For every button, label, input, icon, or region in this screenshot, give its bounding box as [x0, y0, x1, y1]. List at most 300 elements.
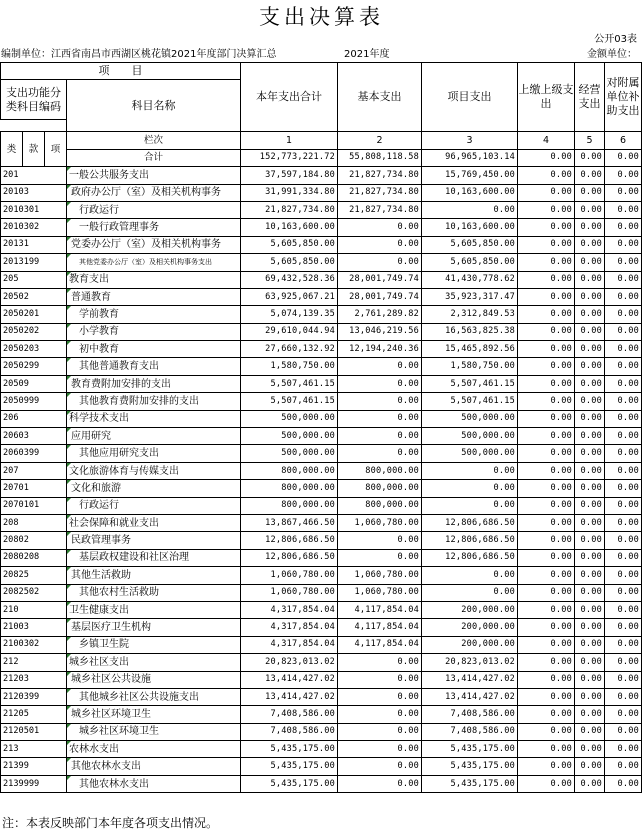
row-code: 21205 — [1, 706, 67, 723]
row-project: 12,806,686.50 — [422, 514, 518, 531]
table-row — [1, 184, 642, 201]
row-basic: 0.00 — [338, 428, 422, 445]
row-business: 0.00 — [575, 236, 605, 253]
row-basic: 0.00 — [338, 254, 422, 271]
row-project: 5,605,850.00 — [422, 236, 518, 253]
row-basic: 0.00 — [338, 758, 422, 775]
row-project: 15,769,450.00 — [422, 167, 518, 184]
row-upper: 0.00 — [518, 462, 575, 479]
row-business: 0.00 — [575, 341, 605, 358]
row-code: 2060399 — [1, 445, 67, 462]
table-row — [1, 671, 642, 688]
row-total: 12,806,686.50 — [241, 532, 338, 549]
row-basic: 21,827,734.80 — [338, 201, 422, 218]
row-basic: 0.00 — [338, 393, 422, 410]
row-code: 20825 — [1, 567, 67, 584]
row-upper: 0.00 — [518, 567, 575, 584]
total-row-subsidy: 0.00 — [605, 149, 642, 166]
row-upper: 0.00 — [518, 358, 575, 375]
table-row — [1, 271, 642, 288]
row-basic: 0.00 — [338, 375, 422, 392]
row-code: 20603 — [1, 428, 67, 445]
table-row — [1, 741, 642, 758]
table-row — [1, 358, 642, 375]
row-name: 农林水支出 — [67, 741, 241, 758]
row-subsidy: 0.00 — [605, 636, 642, 653]
row-name: 教育费附加安排的支出 — [67, 375, 241, 392]
row-project: 200,000.00 — [422, 601, 518, 618]
row-basic: 800,000.00 — [338, 497, 422, 514]
row-basic: 0.00 — [338, 532, 422, 549]
row-total: 13,414,427.02 — [241, 688, 338, 705]
table-row — [1, 254, 642, 271]
row-project: 200,000.00 — [422, 636, 518, 653]
table-row — [1, 688, 642, 705]
row-upper: 0.00 — [518, 741, 575, 758]
table-row — [1, 219, 642, 236]
col-number: 1 — [241, 132, 338, 149]
row-name: 文化和旅游 — [67, 480, 241, 497]
data-rows — [1, 167, 642, 793]
row-basic: 1,060,780.00 — [338, 567, 422, 584]
row-basic: 28,001,749.74 — [338, 271, 422, 288]
row-name: 其他农林水支出 — [67, 758, 241, 775]
row-subsidy: 0.00 — [605, 254, 642, 271]
row-business: 0.00 — [575, 654, 605, 671]
row-basic: 4,117,854.04 — [338, 601, 422, 618]
organization-label: 编制单位：江西省南昌市西湖区桃花镇2021年度部门决算汇总 — [1, 49, 277, 60]
row-business: 0.00 — [575, 671, 605, 688]
row-upper: 0.00 — [518, 236, 575, 253]
row-code: 2010301 — [1, 201, 67, 218]
row-name: 城乡社区环境卫生 — [67, 706, 241, 723]
total-header: 本年支出合计 — [241, 63, 338, 132]
row-project: 500,000.00 — [422, 445, 518, 462]
row-total: 500,000.00 — [241, 410, 338, 427]
table-row — [1, 236, 642, 253]
row-subsidy: 0.00 — [605, 758, 642, 775]
row-project: 1,580,750.00 — [422, 358, 518, 375]
row-subsidy: 0.00 — [605, 167, 642, 184]
row-business: 0.00 — [575, 271, 605, 288]
row-total: 5,074,139.35 — [241, 306, 338, 323]
row-code: 2082502 — [1, 584, 67, 601]
row-upper: 0.00 — [518, 323, 575, 340]
row-business: 0.00 — [575, 497, 605, 514]
row-business: 0.00 — [575, 514, 605, 531]
row-subsidy: 0.00 — [605, 428, 642, 445]
row-total: 1,580,750.00 — [241, 358, 338, 375]
row-business: 0.00 — [575, 201, 605, 218]
row-upper: 0.00 — [518, 775, 575, 792]
row-basic: 0.00 — [338, 549, 422, 566]
row-business: 0.00 — [575, 584, 605, 601]
row-basic: 1,060,780.00 — [338, 584, 422, 601]
row-code: 20802 — [1, 532, 67, 549]
row-code: 210 — [1, 601, 67, 618]
row-project: 5,435,175.00 — [422, 775, 518, 792]
row-upper: 0.00 — [518, 636, 575, 653]
row-total: 31,991,334.80 — [241, 184, 338, 201]
subsidy-header: 对附属单位补助支出 — [605, 63, 642, 132]
row-basic: 28,001,749.74 — [338, 288, 422, 305]
total-row-basic: 55,808,118.58 — [338, 149, 422, 166]
table-row — [1, 497, 642, 514]
row-total: 800,000.00 — [241, 480, 338, 497]
row-upper: 0.00 — [518, 758, 575, 775]
row-name: 其他农林水支出 — [67, 775, 241, 792]
table-row — [1, 428, 642, 445]
row-project: 35,923,317.47 — [422, 288, 518, 305]
row-upper: 0.00 — [518, 514, 575, 531]
table-row — [1, 323, 642, 340]
row-subsidy: 0.00 — [605, 549, 642, 566]
row-basic: 0.00 — [338, 671, 422, 688]
row-subsidy: 0.00 — [605, 671, 642, 688]
table-row — [1, 201, 642, 218]
row-subsidy: 0.00 — [605, 619, 642, 636]
table-row — [1, 706, 642, 723]
row-subsidy: 0.00 — [605, 723, 642, 740]
col-number: 4 — [518, 132, 575, 149]
row-name: 城乡社区支出 — [67, 654, 241, 671]
total-row — [1, 149, 642, 166]
table-row — [1, 619, 642, 636]
name-header: 科目名称 — [67, 80, 241, 132]
row-upper: 0.00 — [518, 254, 575, 271]
row-code: 20509 — [1, 375, 67, 392]
row-upper: 0.00 — [518, 601, 575, 618]
table-row — [1, 445, 642, 462]
row-basic: 2,761,289.82 — [338, 306, 422, 323]
row-business: 0.00 — [575, 428, 605, 445]
table-row — [1, 514, 642, 531]
table-row — [1, 723, 642, 740]
row-upper: 0.00 — [518, 584, 575, 601]
row-business: 0.00 — [575, 601, 605, 618]
row-upper: 0.00 — [518, 671, 575, 688]
row-subsidy: 0.00 — [605, 184, 642, 201]
fiscal-year-label: 2021年度 — [344, 49, 390, 60]
row-code: 21203 — [1, 671, 67, 688]
col-number: 2 — [338, 132, 422, 149]
row-project: 5,435,175.00 — [422, 741, 518, 758]
row-project: 0.00 — [422, 497, 518, 514]
row-upper: 0.00 — [518, 375, 575, 392]
row-upper: 0.00 — [518, 410, 575, 427]
row-upper: 0.00 — [518, 480, 575, 497]
row-project: 7,408,586.00 — [422, 706, 518, 723]
row-basic: 21,827,734.80 — [338, 184, 422, 201]
row-name: 其他生活救助 — [67, 567, 241, 584]
row-basic: 0.00 — [338, 741, 422, 758]
row-basic: 0.00 — [338, 410, 422, 427]
row-basic: 0.00 — [338, 236, 422, 253]
row-project: 0.00 — [422, 462, 518, 479]
row-name: 党委办公厅（室）及相关机构事务 — [67, 236, 241, 253]
row-basic: 0.00 — [338, 723, 422, 740]
row-business: 0.00 — [575, 445, 605, 462]
table-row — [1, 636, 642, 653]
row-name: 其他城乡社区公共设施支出 — [67, 688, 241, 705]
row-business: 0.00 — [575, 254, 605, 271]
row-basic: 12,194,240.36 — [338, 341, 422, 358]
row-total: 4,317,854.04 — [241, 601, 338, 618]
table-row — [1, 654, 642, 671]
row-basic: 0.00 — [338, 445, 422, 462]
row-total: 13,414,427.02 — [241, 671, 338, 688]
row-code: 201 — [1, 167, 67, 184]
row-total: 800,000.00 — [241, 497, 338, 514]
row-total: 10,163,600.00 — [241, 219, 338, 236]
row-total: 5,605,850.00 — [241, 254, 338, 271]
header-info-line — [0, 48, 643, 62]
row-subsidy: 0.00 — [605, 654, 642, 671]
row-code: 2013199 — [1, 254, 67, 271]
row-total: 500,000.00 — [241, 445, 338, 462]
row-code: 2120501 — [1, 723, 67, 740]
row-code: 208 — [1, 514, 67, 531]
row-subsidy: 0.00 — [605, 532, 642, 549]
row-total: 800,000.00 — [241, 462, 338, 479]
row-subsidy: 0.00 — [605, 706, 642, 723]
row-project: 12,806,686.50 — [422, 532, 518, 549]
table-row — [1, 775, 642, 792]
row-basic: 21,827,734.80 — [338, 167, 422, 184]
row-subsidy: 0.00 — [605, 323, 642, 340]
row-project: 7,408,586.00 — [422, 723, 518, 740]
row-subsidy: 0.00 — [605, 567, 642, 584]
total-row-business: 0.00 — [575, 149, 605, 166]
basic-header: 基本支出 — [338, 63, 422, 132]
table-row — [1, 532, 642, 549]
row-total: 5,435,175.00 — [241, 758, 338, 775]
row-basic: 0.00 — [338, 706, 422, 723]
row-code: 2050201 — [1, 306, 67, 323]
row-project: 2,312,849.53 — [422, 306, 518, 323]
row-code: 2080208 — [1, 549, 67, 566]
row-basic: 1,060,780.00 — [338, 514, 422, 531]
row-name: 初中教育 — [67, 341, 241, 358]
business-header: 经营支出 — [575, 63, 605, 132]
row-total: 5,507,461.15 — [241, 393, 338, 410]
row-subsidy: 0.00 — [605, 341, 642, 358]
row-upper: 0.00 — [518, 167, 575, 184]
row-project: 200,000.00 — [422, 619, 518, 636]
row-business: 0.00 — [575, 532, 605, 549]
row-business: 0.00 — [575, 219, 605, 236]
page-title: 支出决算表 — [259, 5, 384, 29]
row-subsidy: 0.00 — [605, 601, 642, 618]
row-name: 学前教育 — [67, 306, 241, 323]
row-subsidy: 0.00 — [605, 688, 642, 705]
row-code: 212 — [1, 654, 67, 671]
row-code: 20701 — [1, 480, 67, 497]
kuan-header: 款 — [23, 132, 45, 167]
row-name: 政府办公厅（室）及相关机构事务 — [67, 184, 241, 201]
row-code: 21003 — [1, 619, 67, 636]
row-business: 0.00 — [575, 758, 605, 775]
row-project: 10,163,600.00 — [422, 184, 518, 201]
row-name: 社会保障和就业支出 — [67, 514, 241, 531]
row-total: 7,408,586.00 — [241, 706, 338, 723]
table-row — [1, 167, 642, 184]
row-upper: 0.00 — [518, 306, 575, 323]
row-name: 其他普通教育支出 — [67, 358, 241, 375]
row-name: 其他党委办公厅（室）及相关机构事务支出 — [67, 254, 241, 271]
row-subsidy: 0.00 — [605, 514, 642, 531]
row-basic: 800,000.00 — [338, 462, 422, 479]
row-basic: 800,000.00 — [338, 480, 422, 497]
row-business: 0.00 — [575, 358, 605, 375]
row-total: 4,317,854.04 — [241, 619, 338, 636]
row-basic: 0.00 — [338, 219, 422, 236]
row-project: 5,507,461.15 — [422, 375, 518, 392]
row-business: 0.00 — [575, 723, 605, 740]
lei-header: 类 — [1, 132, 23, 167]
row-code: 20103 — [1, 184, 67, 201]
row-code: 20131 — [1, 236, 67, 253]
expenditure-table — [0, 62, 642, 793]
row-name: 民政管理事务 — [67, 532, 241, 549]
row-project: 20,823,013.02 — [422, 654, 518, 671]
row-project: 15,465,892.56 — [422, 341, 518, 358]
table-row — [1, 601, 642, 618]
row-subsidy: 0.00 — [605, 497, 642, 514]
row-code: 2120399 — [1, 688, 67, 705]
row-project: 500,000.00 — [422, 410, 518, 427]
row-code: 206 — [1, 410, 67, 427]
row-code: 2050999 — [1, 393, 67, 410]
table-row — [1, 462, 642, 479]
row-business: 0.00 — [575, 288, 605, 305]
table-row — [1, 288, 642, 305]
row-name: 城乡社区环境卫生 — [67, 723, 241, 740]
row-upper: 0.00 — [518, 619, 575, 636]
project-header: 项目支出 — [422, 63, 518, 132]
row-upper: 0.00 — [518, 271, 575, 288]
row-upper: 0.00 — [518, 497, 575, 514]
row-name: 文化旅游体育与传媒支出 — [67, 462, 241, 479]
row-subsidy: 0.00 — [605, 201, 642, 218]
xiang-header: 项 — [45, 132, 67, 167]
item-header: 项 目 — [1, 63, 241, 80]
row-code: 2139999 — [1, 775, 67, 792]
row-subsidy: 0.00 — [605, 236, 642, 253]
row-subsidy: 0.00 — [605, 306, 642, 323]
row-code: 2050203 — [1, 341, 67, 358]
row-total: 13,867,466.50 — [241, 514, 338, 531]
row-name: 普通教育 — [67, 288, 241, 305]
row-upper: 0.00 — [518, 549, 575, 566]
row-subsidy: 0.00 — [605, 741, 642, 758]
row-business: 0.00 — [575, 688, 605, 705]
row-project: 500,000.00 — [422, 428, 518, 445]
row-total: 63,925,067.21 — [241, 288, 338, 305]
row-project: 13,414,427.02 — [422, 688, 518, 705]
row-total: 37,597,184.80 — [241, 167, 338, 184]
row-business: 0.00 — [575, 567, 605, 584]
row-code: 2070101 — [1, 497, 67, 514]
row-name: 一般行政管理事务 — [67, 219, 241, 236]
row-total: 4,317,854.04 — [241, 636, 338, 653]
row-name: 卫生健康支出 — [67, 601, 241, 618]
table-row — [1, 549, 642, 566]
row-subsidy: 0.00 — [605, 462, 642, 479]
row-total: 21,827,734.80 — [241, 201, 338, 218]
row-business: 0.00 — [575, 184, 605, 201]
row-name: 一般公共服务支出 — [67, 167, 241, 184]
row-total: 1,060,780.00 — [241, 584, 338, 601]
row-name: 基层医疗卫生机构 — [67, 619, 241, 636]
row-subsidy: 0.00 — [605, 445, 642, 462]
row-upper: 0.00 — [518, 706, 575, 723]
row-business: 0.00 — [575, 480, 605, 497]
row-basic: 13,046,219.56 — [338, 323, 422, 340]
lanci-label: 栏次 — [67, 132, 241, 149]
row-total: 5,605,850.00 — [241, 236, 338, 253]
row-subsidy: 0.00 — [605, 775, 642, 792]
row-code: 213 — [1, 741, 67, 758]
row-subsidy: 0.00 — [605, 480, 642, 497]
row-project: 0.00 — [422, 584, 518, 601]
row-name: 其他应用研究支出 — [67, 445, 241, 462]
row-upper: 0.00 — [518, 445, 575, 462]
row-total: 20,823,013.02 — [241, 654, 338, 671]
col-number: 3 — [422, 132, 518, 149]
row-business: 0.00 — [575, 393, 605, 410]
row-business: 0.00 — [575, 636, 605, 653]
row-upper: 0.00 — [518, 288, 575, 305]
row-upper: 0.00 — [518, 654, 575, 671]
total-row-project: 96,965,103.14 — [422, 149, 518, 166]
row-name: 其他教育费附加安排的支出 — [67, 393, 241, 410]
row-total: 5,435,175.00 — [241, 741, 338, 758]
col-number: 5 — [575, 132, 605, 149]
row-name: 其他农村生活救助 — [67, 584, 241, 601]
row-business: 0.00 — [575, 375, 605, 392]
form-number: 公开03表 — [594, 34, 637, 45]
table-row — [1, 393, 642, 410]
row-project: 5,507,461.15 — [422, 393, 518, 410]
row-name: 教育支出 — [67, 271, 241, 288]
row-upper: 0.00 — [518, 219, 575, 236]
row-basic: 4,117,854.04 — [338, 619, 422, 636]
total-row-label: 合计 — [67, 149, 241, 166]
row-project: 5,435,175.00 — [422, 758, 518, 775]
table-row — [1, 480, 642, 497]
row-business: 0.00 — [575, 410, 605, 427]
row-name: 行政运行 — [67, 201, 241, 218]
row-code: 2100302 — [1, 636, 67, 653]
row-upper: 0.00 — [518, 428, 575, 445]
row-subsidy: 0.00 — [605, 288, 642, 305]
row-basic: 0.00 — [338, 775, 422, 792]
row-business: 0.00 — [575, 775, 605, 792]
row-name: 基层政权建设和社区治理 — [67, 549, 241, 566]
row-total: 5,507,461.15 — [241, 375, 338, 392]
row-project: 0.00 — [422, 480, 518, 497]
footnote: 注：本表反映部门本年度各项支出情况。 — [2, 816, 219, 830]
row-basic: 0.00 — [338, 358, 422, 375]
row-subsidy: 0.00 — [605, 375, 642, 392]
table-row — [1, 584, 642, 601]
row-project: 12,806,686.50 — [422, 549, 518, 566]
row-business: 0.00 — [575, 323, 605, 340]
row-upper: 0.00 — [518, 184, 575, 201]
table-row — [1, 306, 642, 323]
row-code: 207 — [1, 462, 67, 479]
